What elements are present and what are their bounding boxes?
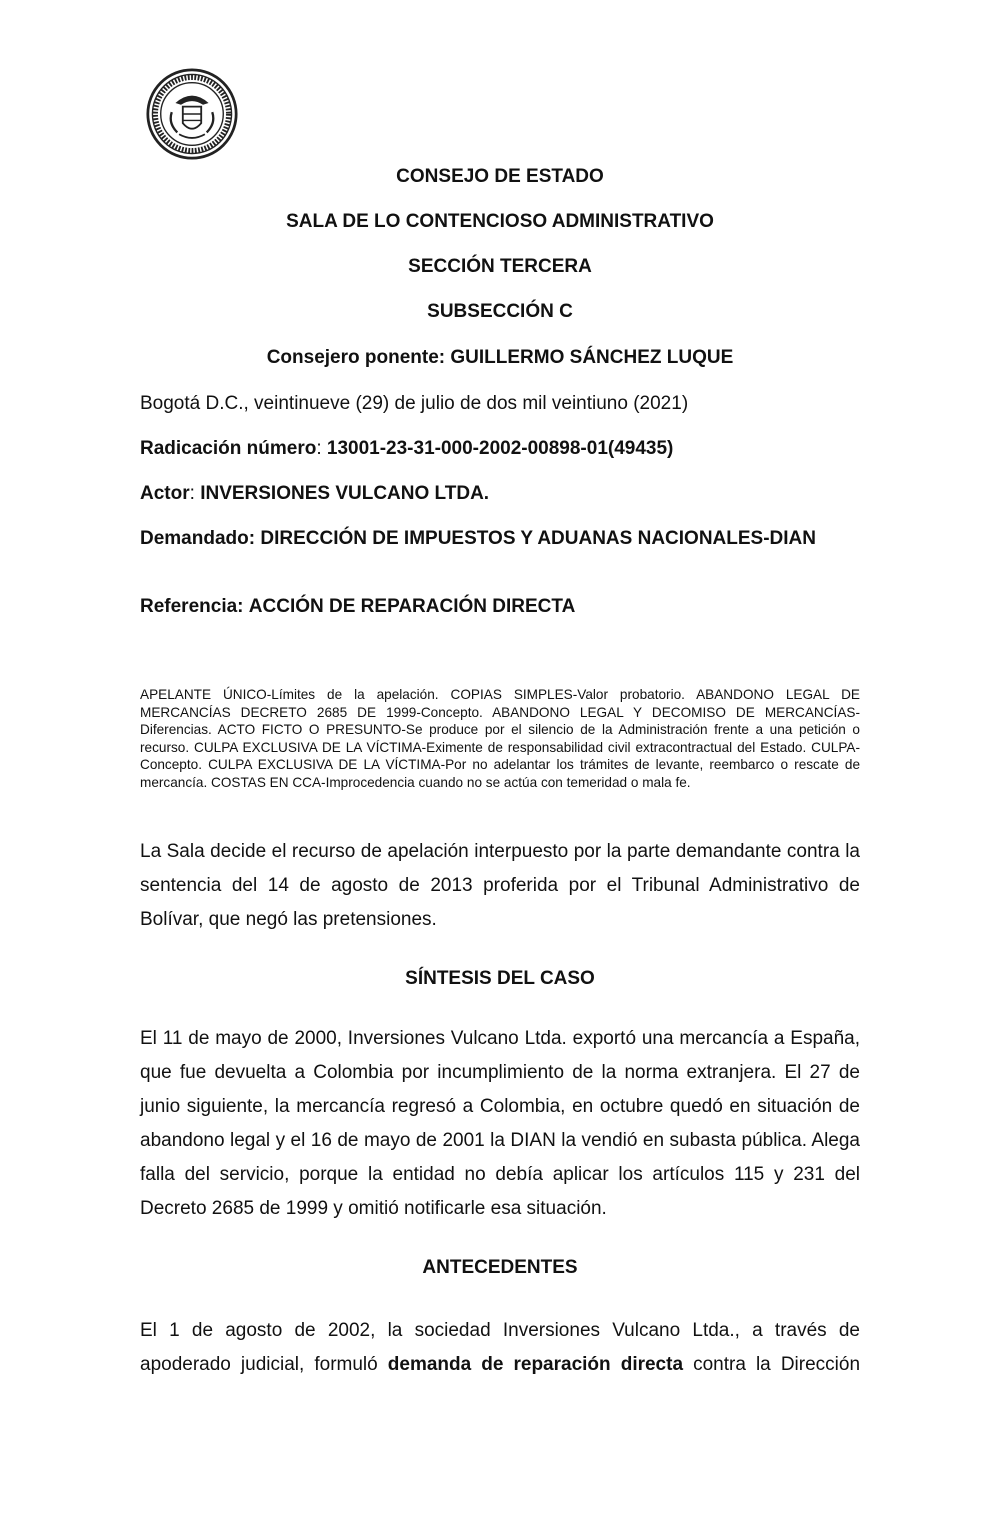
- synthesis-paragraph: El 11 de mayo de 2000, Inversiones Vulcano Ltda. exportó una mercancía a España, que fue devuelta a Colombia por incumplimiento de la norma extranjera. El 27 de junio siguiente, la mercancía regresó a Colombia, en octubre quedó en situación de abandono legal y el 16 de mayo de 2001 la DIAN la vendió en subasta pública. Alega falla del servicio, porque la entidad no debía aplicar los artículos 115 y 231 del Decreto 2685 de 1999 y omitió notificarle esa situación.: [140, 1028, 860, 1219]
- antecedentes-text-start: El 1 de agosto de 2002, la sociedad Inversiones Vulcano Ltda., a través de apoderado judicial, formuló: [140, 1320, 860, 1375]
- actor-label: Actor: [140, 483, 190, 504]
- judge-label: Consejero ponente:: [266, 347, 446, 368]
- actor-line: Actor: INVERSIONES VULCANO LTDA.: [140, 483, 490, 504]
- seal-icon: [146, 68, 238, 160]
- judge-name: GUILLERMO SÁNCHEZ LUQUE: [450, 347, 734, 368]
- date-line: Bogotá D.C., veintinueve (29) de julio de dos mil veintiuno (2021): [140, 393, 689, 414]
- radicacion-label: Radicación número: [140, 438, 317, 459]
- subsection-name: SUBSECCIÓN C: [427, 301, 573, 322]
- antecedentes-text-bold: demanda de reparación directa: [387, 1354, 684, 1375]
- keywords-summary: APELANTE ÚNICO-Límites de la apelación. COPIAS SIMPLES-Valor probatorio. ABANDONO LEGAL DE MERCANCÍAS DECRETO 2685 DE 1999-Concepto. ABANDONO LEGAL Y DECOMISO DE MERCANCÍAS-Diferencias. ACTO FICTO O PRESUNTO-Se produce por el silencio de la Administración frente a una petición o recurso. CULPA EXCLUSIVA DE LA VÍCTIMA-Eximente de responsabilidad civil extracontractual del Estado. CULPA-Concepto. CULPA EXCLUSIVA DE LA VÍCTIMA-Por no adelantar los trámites de levante, reembarco o rescate de mercancía. COSTAS EN CCA-Improcedencia cuando no se actúa con temeridad o mala fe.: [140, 687, 860, 790]
- intro-paragraph: La Sala decide el recurso de apelación interpuesto por la parte demandante contra la sentencia del 14 de agosto de 2013 proferida por el Tribunal Administrativo de Bolívar, que negó las pretensiones.: [140, 841, 860, 930]
- radicacion-line: Radicación número: 13001-23-31-000-2002-00898-01(49435): [140, 438, 674, 459]
- court-name: CONSEJO DE ESTADO: [396, 166, 604, 187]
- section-name: SECCIÓN TERCERA: [408, 256, 592, 277]
- chamber-name: SALA DE LO CONTENCIOSO ADMINISTRATIVO: [286, 211, 714, 232]
- demandado-label: Demandado:: [140, 528, 256, 549]
- referencia-value: ACCIÓN DE REPARACIÓN DIRECTA: [248, 596, 576, 617]
- referencia-line: [140, 596, 860, 618]
- demandado-value: DIRECCIÓN DE IMPUESTOS Y ADUANAS NACIONALES-DIAN: [260, 528, 816, 549]
- radicacion-value: 13001-23-31-000-2002-00898-01(49435): [326, 438, 674, 459]
- synthesis-heading: SÍNTESIS DEL CASO: [405, 968, 595, 989]
- referencia-label: Referencia:: [140, 596, 244, 617]
- antecedentes-heading: ANTECEDENTES: [422, 1257, 578, 1278]
- antecedentes-paragraph: [140, 1314, 860, 1382]
- judge-line: [140, 347, 860, 369]
- demandado-line: [140, 528, 860, 550]
- antecedentes-text-end: contra la Dirección: [683, 1354, 861, 1375]
- actor-value: INVERSIONES VULCANO LTDA.: [200, 483, 490, 504]
